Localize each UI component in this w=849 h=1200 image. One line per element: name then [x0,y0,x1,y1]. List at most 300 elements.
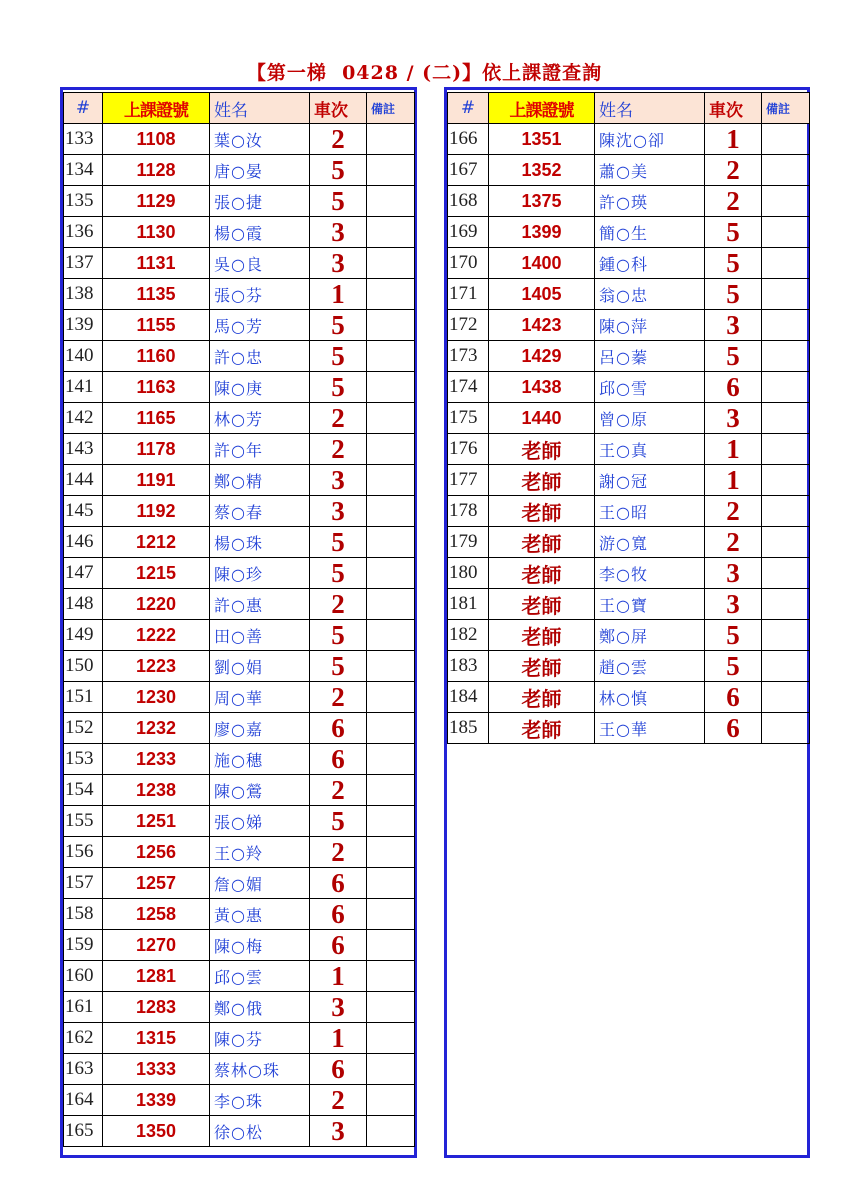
pass-id: 1315 [103,1023,210,1054]
table-row [64,527,415,558]
row-number: 144 [64,465,103,496]
note-cell [367,341,415,372]
row-number: 183 [448,651,489,682]
row-number: 153 [64,744,103,775]
person-name: 王○昭 [595,496,705,527]
note-cell [367,1085,415,1116]
note-cell [762,403,810,434]
column-header-bus: 車次 [705,93,762,124]
row-number: 137 [64,248,103,279]
bus-number: 2 [705,186,762,217]
bus-number: 6 [310,713,367,744]
bus-number: 2 [705,155,762,186]
bus-number: 6 [310,930,367,961]
row-number: 160 [64,961,103,992]
pass-id: 1223 [103,651,210,682]
table-row [64,868,415,899]
note-cell [762,496,810,527]
note-cell [367,806,415,837]
row-number: 175 [448,403,489,434]
note-cell [367,527,415,558]
person-name: 張○芬 [210,279,310,310]
table-row [448,310,810,341]
row-number: 151 [64,682,103,713]
pass-id: 1283 [103,992,210,1023]
person-name: 陳○庚 [210,372,310,403]
row-number: 159 [64,930,103,961]
table-row [64,124,415,155]
table-row [64,775,415,806]
table-row [448,155,810,186]
person-name: 李○牧 [595,558,705,589]
pass-id: 1222 [103,620,210,651]
table-row [64,620,415,651]
table-row [64,961,415,992]
column-header-note: 備註 [367,93,415,124]
note-cell [367,434,415,465]
person-name: 劉○娟 [210,651,310,682]
person-name: 蔡○春 [210,496,310,527]
row-number: 148 [64,589,103,620]
note-cell [367,1023,415,1054]
pass-id: 1350 [103,1116,210,1147]
person-name: 曾○原 [595,403,705,434]
note-cell [762,279,810,310]
bus-number: 5 [310,310,367,341]
person-name: 鄭○俄 [210,992,310,1023]
note-cell [367,403,415,434]
bus-number: 3 [705,403,762,434]
table-row [64,310,415,341]
bus-number: 5 [310,372,367,403]
bus-number: 2 [310,589,367,620]
row-number: 158 [64,899,103,930]
table-row [448,527,810,558]
row-number: 162 [64,1023,103,1054]
note-cell [367,713,415,744]
row-number: 146 [64,527,103,558]
pass-id: 1270 [103,930,210,961]
table-row [64,279,415,310]
table-row [448,434,810,465]
note-cell [367,651,415,682]
row-number: 172 [448,310,489,341]
table-row [64,682,415,713]
row-number: 174 [448,372,489,403]
pass-id: 1352 [489,155,595,186]
pass-id: 1232 [103,713,210,744]
table-row [64,558,415,589]
note-cell [762,341,810,372]
person-name: 陳沈○卻 [595,124,705,155]
row-number: 171 [448,279,489,310]
table-row [64,248,415,279]
column-header-id: 上課證號 [103,93,210,124]
person-name: 陳○萍 [595,310,705,341]
person-name: 楊○珠 [210,527,310,558]
person-name: 王○真 [595,434,705,465]
note-cell [367,558,415,589]
row-number: 155 [64,806,103,837]
note-cell [762,527,810,558]
row-number: 154 [64,775,103,806]
person-name: 林○慎 [595,682,705,713]
pass-id: 老師 [489,682,595,713]
person-name: 陳○梅 [210,930,310,961]
pass-id: 1256 [103,837,210,868]
row-number: 178 [448,496,489,527]
row-number: 177 [448,465,489,496]
column-header-number: # [64,93,103,124]
bus-number: 5 [705,620,762,651]
bus-number: 3 [310,992,367,1023]
note-cell [762,651,810,682]
bus-number: 2 [310,434,367,465]
person-name: 吳○良 [210,248,310,279]
note-cell [367,310,415,341]
row-number: 167 [448,155,489,186]
row-number: 161 [64,992,103,1023]
person-name: 周○華 [210,682,310,713]
pass-id: 1251 [103,806,210,837]
note-cell [367,217,415,248]
person-name: 邱○雲 [210,961,310,992]
person-name: 唐○晏 [210,155,310,186]
note-cell [367,899,415,930]
table-row [64,496,415,527]
table-row [64,992,415,1023]
pass-id: 1339 [103,1085,210,1116]
pass-id: 1375 [489,186,595,217]
bus-number: 6 [705,682,762,713]
right-roster-table [447,92,810,744]
bus-number: 6 [705,372,762,403]
table-row [448,682,810,713]
table-row [448,465,810,496]
bus-number: 2 [310,124,367,155]
note-cell [762,155,810,186]
bus-number: 5 [310,558,367,589]
note-cell [367,496,415,527]
bus-number: 5 [705,651,762,682]
right-table-panel [444,87,810,1158]
note-cell [762,124,810,155]
row-number: 150 [64,651,103,682]
person-name: 鄭○精 [210,465,310,496]
row-number: 164 [64,1085,103,1116]
person-name: 翁○忠 [595,279,705,310]
person-name: 張○捷 [210,186,310,217]
person-name: 邱○雪 [595,372,705,403]
person-name: 謝○冠 [595,465,705,496]
table-row [64,930,415,961]
row-number: 179 [448,527,489,558]
person-name: 蕭○美 [595,155,705,186]
pass-id: 1257 [103,868,210,899]
pass-id: 1191 [103,465,210,496]
person-name: 林○芳 [210,403,310,434]
note-cell [367,372,415,403]
row-number: 139 [64,310,103,341]
left-roster-table [63,92,415,1147]
bus-number: 6 [310,744,367,775]
bus-number: 2 [310,1085,367,1116]
pass-id: 老師 [489,620,595,651]
bus-number: 1 [705,434,762,465]
row-number: 176 [448,434,489,465]
note-cell [367,682,415,713]
table-row [448,341,810,372]
note-cell [367,775,415,806]
bus-number: 5 [705,248,762,279]
table-row [64,186,415,217]
pass-id: 1238 [103,775,210,806]
table-row [448,496,810,527]
pass-id: 1212 [103,527,210,558]
column-header-name: 姓名 [210,93,310,124]
person-name: 王○華 [595,713,705,744]
pass-id: 1440 [489,403,595,434]
bus-number: 1 [310,961,367,992]
person-name: 陳○鶯 [210,775,310,806]
note-cell [762,713,810,744]
table-row [64,1023,415,1054]
person-name: 黃○惠 [210,899,310,930]
pass-id: 老師 [489,558,595,589]
person-name: 馬○芳 [210,310,310,341]
person-name: 許○惠 [210,589,310,620]
person-name: 陳○珍 [210,558,310,589]
row-number: 135 [64,186,103,217]
note-cell [367,992,415,1023]
person-name: 許○瑛 [595,186,705,217]
pass-id: 1230 [103,682,210,713]
table-row [64,341,415,372]
row-number: 185 [448,713,489,744]
pass-id: 1233 [103,744,210,775]
note-cell [367,837,415,868]
pass-id: 老師 [489,589,595,620]
person-name: 趙○雲 [595,651,705,682]
row-number: 145 [64,496,103,527]
bus-number: 5 [705,217,762,248]
bus-number: 3 [310,1116,367,1147]
table-row [64,744,415,775]
table-row [64,806,415,837]
note-cell [762,248,810,279]
pass-id: 1281 [103,961,210,992]
note-cell [762,682,810,713]
note-cell [762,558,810,589]
pass-id: 1405 [489,279,595,310]
table-row [64,465,415,496]
left-table-panel [60,87,417,1158]
pass-id: 1429 [489,341,595,372]
person-name: 簡○生 [595,217,705,248]
row-number: 136 [64,217,103,248]
pass-id: 1128 [103,155,210,186]
pass-id: 1351 [489,124,595,155]
table-row [64,155,415,186]
bus-number: 6 [310,868,367,899]
pass-id: 1135 [103,279,210,310]
bus-number: 5 [310,806,367,837]
bus-number: 5 [705,341,762,372]
bus-number: 2 [310,403,367,434]
pass-id: 1423 [489,310,595,341]
pass-id: 1258 [103,899,210,930]
table-row [64,899,415,930]
person-name: 呂○蓁 [595,341,705,372]
person-name: 田○善 [210,620,310,651]
person-name: 蔡林○珠 [210,1054,310,1085]
bus-number: 3 [705,558,762,589]
bus-number: 1 [705,465,762,496]
person-name: 鄭○屏 [595,620,705,651]
table-row [448,124,810,155]
column-header-id: 上課證號 [489,93,595,124]
bus-number: 5 [705,279,762,310]
bus-number: 5 [310,341,367,372]
bus-number: 6 [310,899,367,930]
table-row [64,217,415,248]
table-row [448,713,810,744]
bus-number: 6 [705,713,762,744]
pass-id: 老師 [489,527,595,558]
row-number: 133 [64,124,103,155]
pass-id: 1178 [103,434,210,465]
row-number: 152 [64,713,103,744]
person-name: 游○寬 [595,527,705,558]
pass-id: 1130 [103,217,210,248]
column-header-name: 姓名 [595,93,705,124]
bus-number: 5 [310,651,367,682]
note-cell [367,868,415,899]
pass-id: 1165 [103,403,210,434]
person-name: 徐○松 [210,1116,310,1147]
pass-id: 1108 [103,124,210,155]
person-name: 王○寶 [595,589,705,620]
page-title: 【第一梯 0428 / (二)】依上課證查詢 [246,62,603,84]
note-cell [367,961,415,992]
row-number: 142 [64,403,103,434]
person-name: 許○年 [210,434,310,465]
bus-number: 3 [705,589,762,620]
table-row [64,434,415,465]
person-name: 張○娣 [210,806,310,837]
table-row [448,558,810,589]
row-number: 182 [448,620,489,651]
table-row [448,620,810,651]
row-number: 163 [64,1054,103,1085]
table-row [64,589,415,620]
note-cell [762,186,810,217]
note-cell [762,434,810,465]
row-number: 147 [64,558,103,589]
pass-id: 1131 [103,248,210,279]
note-cell [367,279,415,310]
bus-number: 1 [705,124,762,155]
pass-id: 1215 [103,558,210,589]
person-name: 李○珠 [210,1085,310,1116]
row-number: 184 [448,682,489,713]
row-number: 138 [64,279,103,310]
column-header-bus: 車次 [310,93,367,124]
row-number: 170 [448,248,489,279]
table-row [448,403,810,434]
person-name: 陳○芬 [210,1023,310,1054]
note-cell [762,589,810,620]
table-row [64,713,415,744]
row-number: 149 [64,620,103,651]
pass-id: 1400 [489,248,595,279]
note-cell [367,1054,415,1085]
note-cell [367,124,415,155]
note-cell [367,248,415,279]
person-name: 王○羚 [210,837,310,868]
row-number: 173 [448,341,489,372]
person-name: 詹○媚 [210,868,310,899]
table-row [448,279,810,310]
row-number: 134 [64,155,103,186]
table-row [64,403,415,434]
header-row [64,93,415,124]
table-row [448,589,810,620]
bus-number: 3 [310,465,367,496]
bus-number: 2 [705,496,762,527]
bus-number: 1 [310,1023,367,1054]
bus-number: 2 [705,527,762,558]
row-number: 157 [64,868,103,899]
pass-id: 老師 [489,496,595,527]
table-row [448,248,810,279]
note-cell [762,465,810,496]
pass-id: 老師 [489,651,595,682]
row-number: 141 [64,372,103,403]
pass-id: 1163 [103,372,210,403]
row-number: 180 [448,558,489,589]
table-row [64,1116,415,1147]
table-row [448,651,810,682]
bus-number: 5 [310,527,367,558]
row-number: 140 [64,341,103,372]
note-cell [367,155,415,186]
column-header-number: # [448,93,489,124]
table-row [448,186,810,217]
row-number: 168 [448,186,489,217]
bus-number: 5 [310,186,367,217]
table-row [448,372,810,403]
table-row [64,372,415,403]
person-name: 葉○汝 [210,124,310,155]
table-row [64,837,415,868]
table-row [64,1085,415,1116]
bus-number: 5 [310,155,367,186]
pass-id: 老師 [489,713,595,744]
bus-number: 6 [310,1054,367,1085]
pass-id: 1399 [489,217,595,248]
note-cell [762,217,810,248]
pass-id: 1438 [489,372,595,403]
row-number: 165 [64,1116,103,1147]
person-name: 施○穗 [210,744,310,775]
bus-number: 3 [310,248,367,279]
bus-number: 3 [705,310,762,341]
row-number: 181 [448,589,489,620]
bus-number: 2 [310,775,367,806]
pass-id: 老師 [489,465,595,496]
note-cell [367,465,415,496]
